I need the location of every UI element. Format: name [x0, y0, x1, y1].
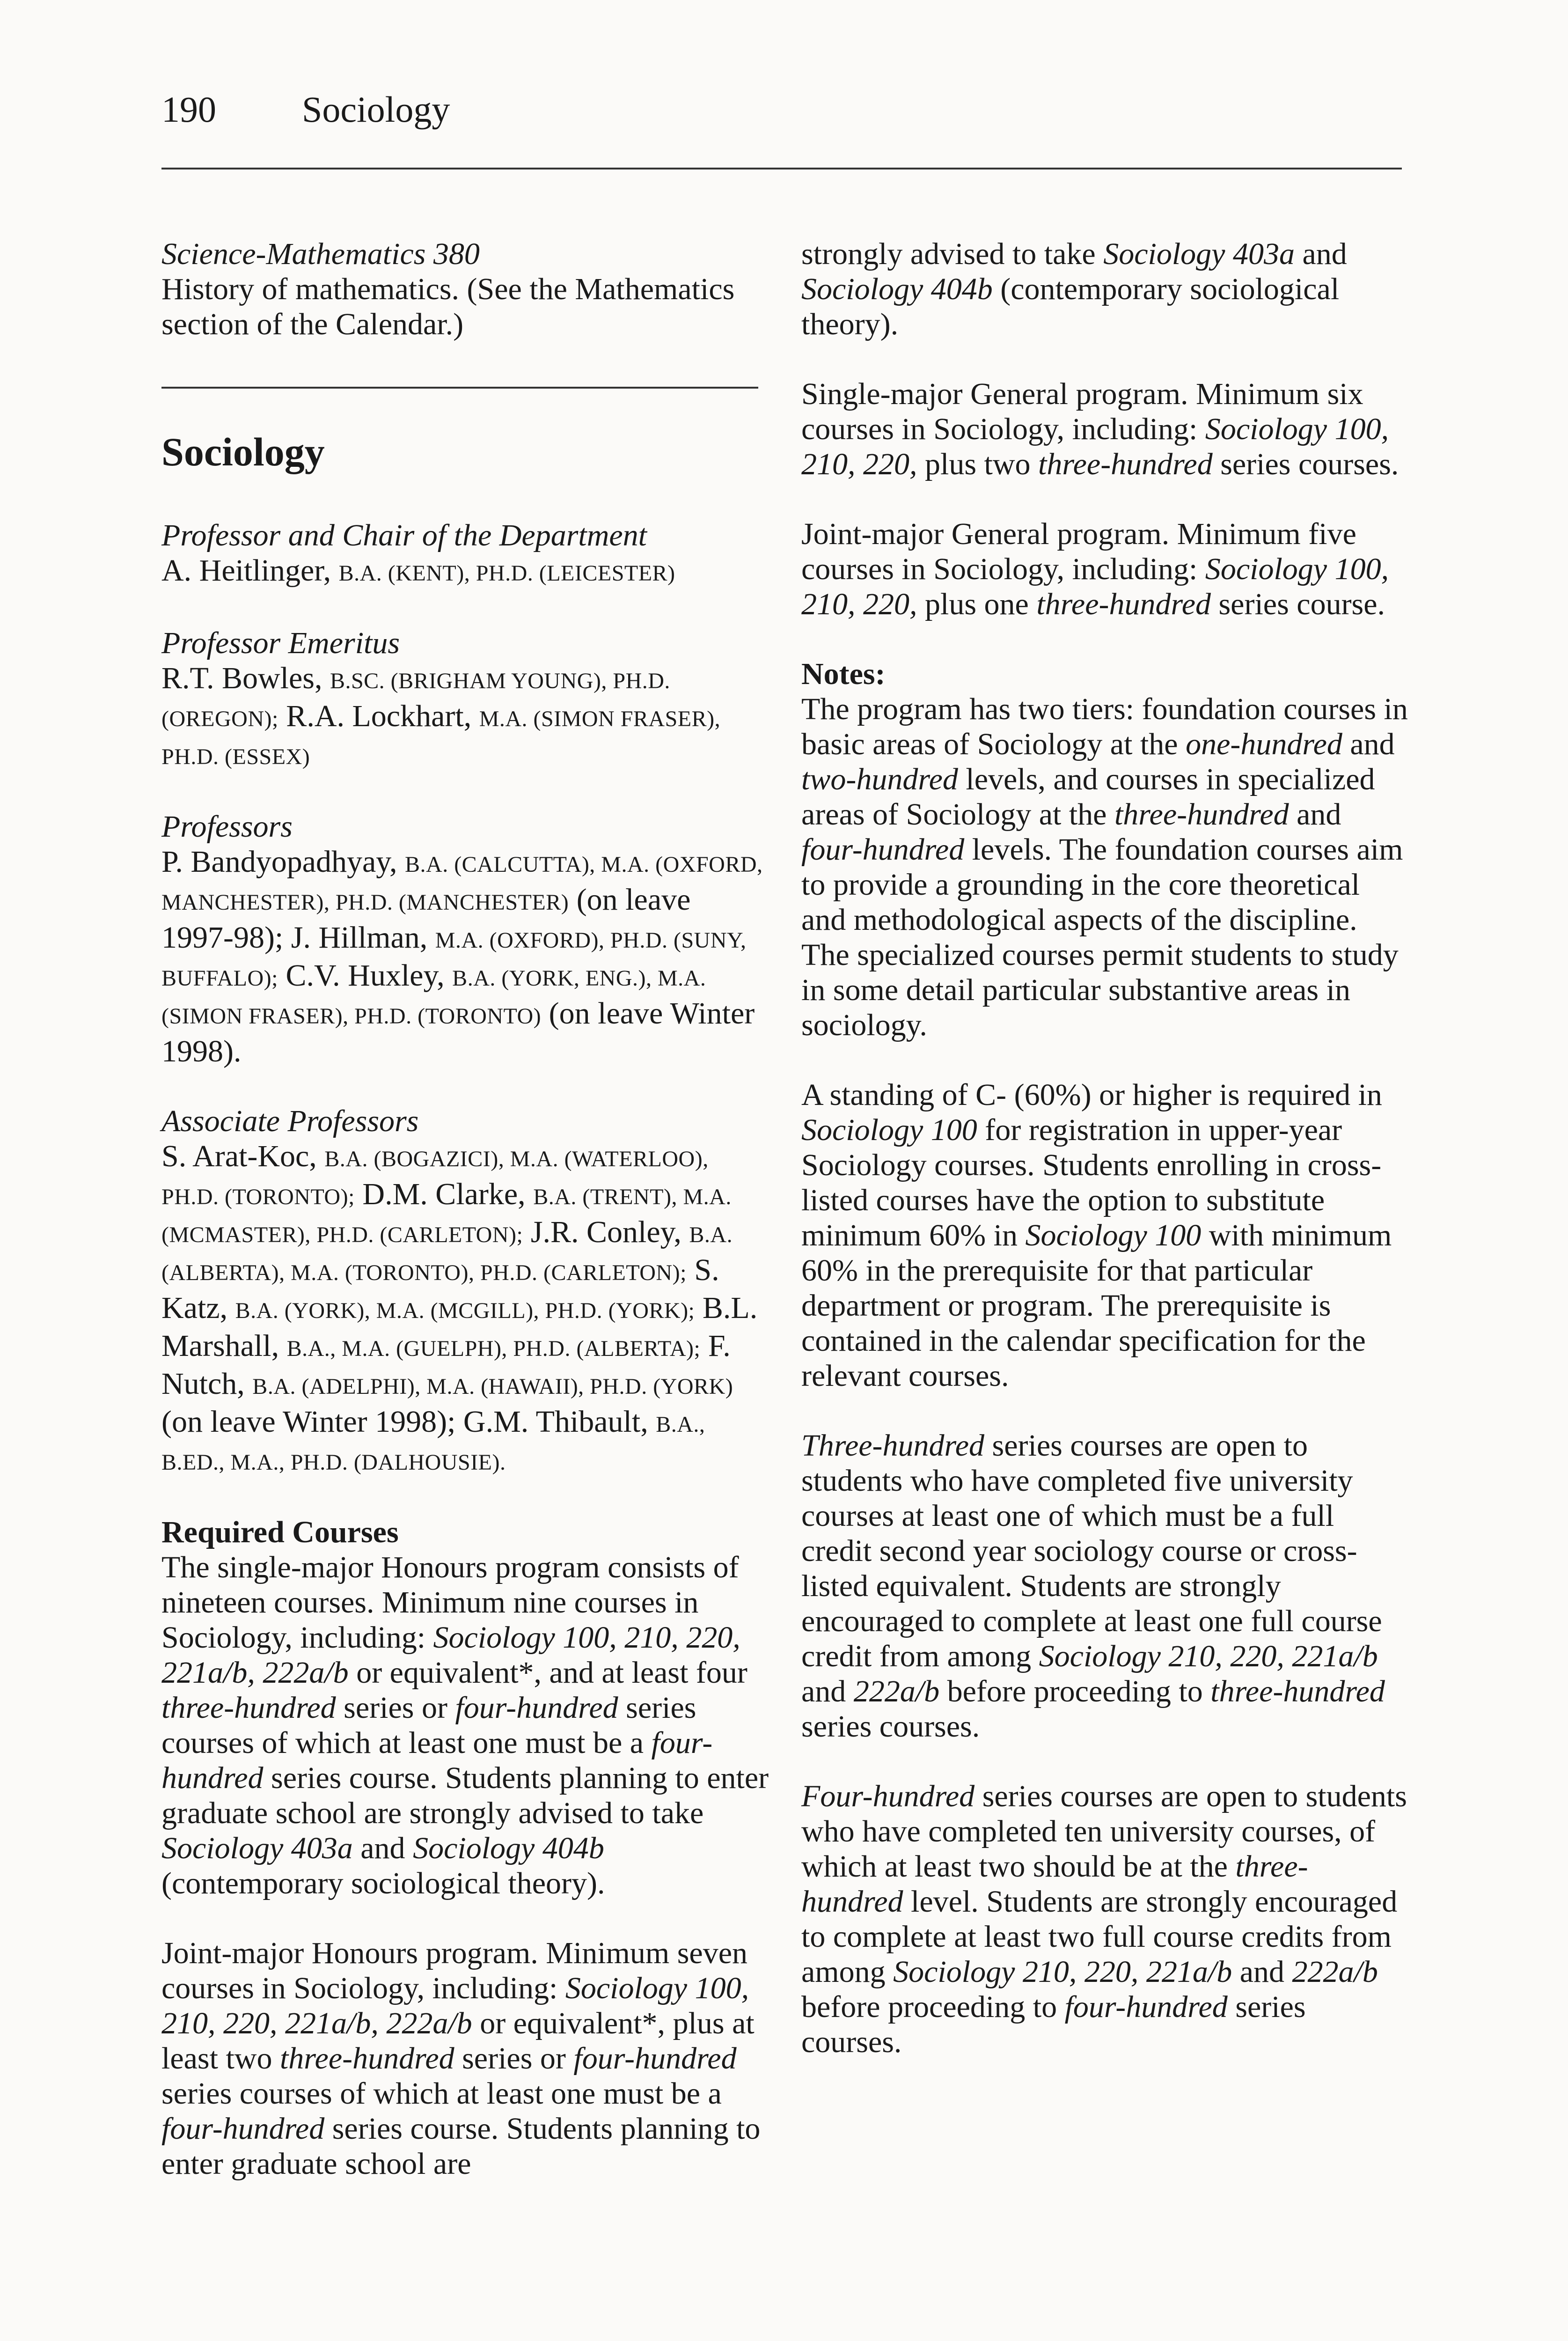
faculty-degrees: B.A. (TRENT), M.A. (MCMASTER), PH.D. (CARLETON); [161, 1185, 732, 1247]
faculty-degrees: B.A. (ALBERTA), M.A. (TORONTO), PH.D. (CARLETON); [161, 1222, 733, 1285]
section-rule [161, 387, 758, 389]
notes-heading: Notes: [801, 657, 886, 691]
faculty-name: S. Arat-Koc, [161, 1139, 317, 1173]
faculty-degrees: B.A. (YORK, ENG.), M.A. (SIMON FRASER), PH.D. (TORONTO) [161, 966, 706, 1029]
running-header [161, 91, 450, 128]
page-number: 190 [161, 89, 216, 130]
leave-note: (on leave 1997-98); [161, 883, 691, 955]
body-text: series courses of which at least one must be a [161, 2076, 722, 2111]
course-entry [161, 236, 770, 342]
faculty-name: J. Hillman, [291, 920, 428, 955]
body-text: The program has two tiers: foundation courses in basic areas of Sociology at the [801, 692, 1408, 761]
faculty-professors [161, 809, 770, 1069]
body-text: before proceeding to [947, 1674, 1203, 1708]
body-text: The single-major Honours program consists of nineteen courses. Minimum nine courses in Sociology, including: [161, 1550, 739, 1655]
leave-note: (on leave Winter 1998). [161, 996, 755, 1068]
course-list: Sociology 100, 210, 220, 221a/b, 222a/b [161, 1971, 749, 2040]
continued-paragraph [801, 236, 1410, 342]
series-term: three-hundred [161, 1691, 336, 1725]
series-term: four-hundred [161, 1726, 713, 1795]
faculty-degrees: B.A., M.A. (GUELPH), PH.D. (ALBERTA); [286, 1336, 701, 1361]
course-ref: 222a/b [853, 1674, 940, 1708]
body-text: series or [462, 2041, 566, 2076]
series-term: three-hundred [801, 1849, 1308, 1919]
faculty-name: P. Bandyopadhyay, [161, 845, 397, 879]
body-text: and [1297, 797, 1341, 832]
role-heading: Professor Emeritus [161, 626, 400, 660]
series-term: two-hundred [801, 762, 958, 796]
notes-paragraph-2 [801, 1077, 1410, 1393]
running-title: Sociology [302, 89, 450, 130]
notes-paragraph-1 [801, 656, 1410, 1043]
faculty-name: B.L. Marshall, [161, 1291, 758, 1363]
faculty-degrees: B.A., B.ED., M.A., PH.D. (DALHOUSIE). [161, 1412, 705, 1475]
body-text: with minimum 60% in the prerequisite for that particular department or program. The prerequisite is contained in the calendar specification for the relevant courses. [801, 1218, 1392, 1393]
faculty-degrees: B.A. (YORK), M.A. (MCGILL), PH.D. (YORK); [235, 1298, 695, 1323]
body-text: series course. Students planning to enter graduate school are [161, 2112, 761, 2181]
faculty-name: C.V. Huxley, [286, 958, 445, 993]
faculty-name: R.T. Bowles, [161, 661, 322, 695]
body-text: (contemporary sociological theory). [161, 1866, 605, 1900]
faculty-name: F. Nutch, [161, 1329, 731, 1401]
faculty-emeritus [161, 626, 770, 774]
body-text: series courses. [801, 1990, 1306, 2059]
body-text: and [801, 1674, 846, 1708]
body-text: or equivalent*, plus at least two [161, 2006, 755, 2076]
body-text: Joint-major General program. Minimum five courses in Sociology, including: [801, 517, 1356, 586]
role-heading: Associate Professors [161, 1104, 419, 1138]
course-ref: Sociology 100 [1025, 1218, 1202, 1252]
series-term: three-hundred [279, 2041, 454, 2076]
body-text: Joint-major Honours program. Minimum seven courses in Sociology, including: [161, 1936, 748, 2005]
body-text: before proceeding to [801, 1990, 1057, 2024]
course-list: Sociology 100, 210, 220, [801, 552, 1389, 621]
faculty-degrees: B.A. (KENT), PH.D. (LEICESTER) [338, 561, 675, 586]
course-title: Science-Mathematics 380 [161, 237, 480, 271]
body-text: plus two [925, 447, 1031, 481]
right-column [801, 236, 1410, 2094]
course-description: History of mathematics. (See the Mathematics section of the Calendar.) [161, 272, 735, 341]
required-courses-heading: Required Courses [161, 1515, 399, 1549]
faculty-degrees: M.A. (OXFORD), PH.D. (SUNY, BUFFALO); [161, 928, 747, 991]
body-text: series courses. [801, 1709, 980, 1744]
notes-paragraph-4 [801, 1779, 1410, 2060]
body-text: and [1239, 1955, 1285, 1989]
course-list: Sociology 100, 210, 220, [801, 412, 1389, 481]
faculty-degrees: B.SC. (BRIGHAM YOUNG), PH.D. (OREGON); [161, 669, 670, 731]
course-ref: Sociology 100 [801, 1113, 977, 1147]
series-term: four-hundred [161, 2112, 325, 2146]
faculty-name: J.R. Conley, [530, 1215, 681, 1249]
faculty-degrees: B.A. (ADELPHI), M.A. (HAWAII), PH.D. (YORK) [252, 1374, 733, 1399]
series-term: four-hundred [573, 2041, 737, 2076]
joint-major-honours-paragraph [161, 1936, 770, 2181]
body-text: plus one [925, 587, 1029, 621]
series-term: one-hundred [1186, 727, 1342, 761]
body-text: levels, and courses in specialized areas of Sociology at the [801, 762, 1375, 832]
single-major-general-paragraph [801, 376, 1410, 482]
department-title: Sociology [161, 429, 325, 474]
faculty-name: R.A. Lockhart, [286, 699, 472, 733]
role-heading: Professors [161, 810, 293, 844]
course-ref: Sociology 404b [413, 1831, 604, 1865]
series-term: four-hundred [1064, 1990, 1228, 2024]
course-ref: 222a/b [1292, 1955, 1378, 1989]
body-text: series course. Students planning to enter graduate school are strongly advised to take [161, 1761, 769, 1830]
course-ref: Sociology 404b [801, 272, 993, 306]
faculty-chair [161, 518, 770, 591]
series-term: Four-hundred [801, 1779, 975, 1813]
body-text: series courses. [1220, 447, 1399, 481]
faculty-associate [161, 1104, 770, 1480]
required-courses-paragraph [161, 1515, 770, 1901]
faculty-name: G.M. Thibault, [463, 1405, 648, 1439]
faculty-degrees: M.A. (SIMON FRASER), PH.D. (ESSEX) [161, 707, 721, 769]
course-ref: Sociology 403a [1103, 237, 1295, 271]
notes-paragraph-3 [801, 1428, 1410, 1744]
body-text: and [1302, 237, 1347, 271]
body-text: for registration in upper-year Sociology courses. Students enrolling in cross-listed courses have the option to substitute minimum 60% in [801, 1113, 1382, 1252]
series-term: Three-hundred [801, 1428, 985, 1463]
body-text: level. Students are strongly encouraged to complete at least two full course credits from among [801, 1885, 1398, 1989]
body-text: or equivalent*, and at least four [356, 1656, 747, 1690]
series-term: four-hundred [455, 1691, 618, 1725]
course-list: Sociology 210, 220, 221a/b [1039, 1639, 1378, 1673]
body-text: series courses of which at least one must be a [161, 1691, 696, 1760]
series-term: three-hundred [1038, 447, 1213, 481]
series-term: three-hundred [1114, 797, 1289, 832]
body-text: and [1350, 727, 1395, 761]
body-text: Single-major General program. Minimum six courses in Sociology, including: [801, 377, 1363, 446]
body-text: A standing of C- (60%) or higher is required in [801, 1078, 1382, 1112]
body-text: series course. [1218, 587, 1385, 621]
joint-major-general-paragraph [801, 516, 1410, 622]
series-term: three-hundred [1036, 587, 1211, 621]
body-text: and [360, 1831, 405, 1865]
faculty-name: A. Heitlinger, [161, 553, 331, 588]
header-rule [161, 168, 1402, 169]
series-term: three-hundred [1210, 1674, 1385, 1708]
faculty-degrees: B.A. (BOGAZICI), M.A. (WATERLOO), PH.D. (TORONTO); [161, 1147, 709, 1209]
body-text: levels. The foundation courses aim to provide a grounding in the core theoretical and methodological aspects of the discipline. The specialized courses permit students to study in some detail particular substantive areas in sociology. [801, 832, 1403, 1042]
course-list: Sociology 210, 220, 221a/b [893, 1955, 1232, 1989]
faculty-name: D.M. Clarke, [362, 1177, 526, 1211]
body-text: (contemporary sociological theory). [801, 272, 1340, 341]
body-text: series courses are open to students who have completed five university courses at least one of which must be a full credit second year sociology course or cross-listed equivalent. Students are strongly encouraged to complete at least one full course credit from among [801, 1428, 1382, 1673]
series-term: four-hundred [801, 832, 965, 867]
leave-note: (on leave Winter 1998); [161, 1405, 456, 1439]
role-heading: Professor and Chair of the Department [161, 518, 647, 552]
course-ref: Sociology 403a [161, 1831, 353, 1865]
body-text: series or [344, 1691, 447, 1725]
body-text: strongly advised to take [801, 237, 1096, 271]
course-list: Sociology 100, 210, 220, 221a/b, 222a/b [161, 1620, 740, 1690]
body-text: series courses are open to students who have completed ten university courses, of which at least two should be at the [801, 1779, 1407, 1884]
faculty-degrees: B.A. (CALCUTTA), M.A. (OXFORD, MANCHESTER), PH.D. (MANCHESTER) [161, 852, 763, 915]
left-column [161, 236, 770, 2216]
faculty-name: S. Katz, [161, 1253, 719, 1325]
